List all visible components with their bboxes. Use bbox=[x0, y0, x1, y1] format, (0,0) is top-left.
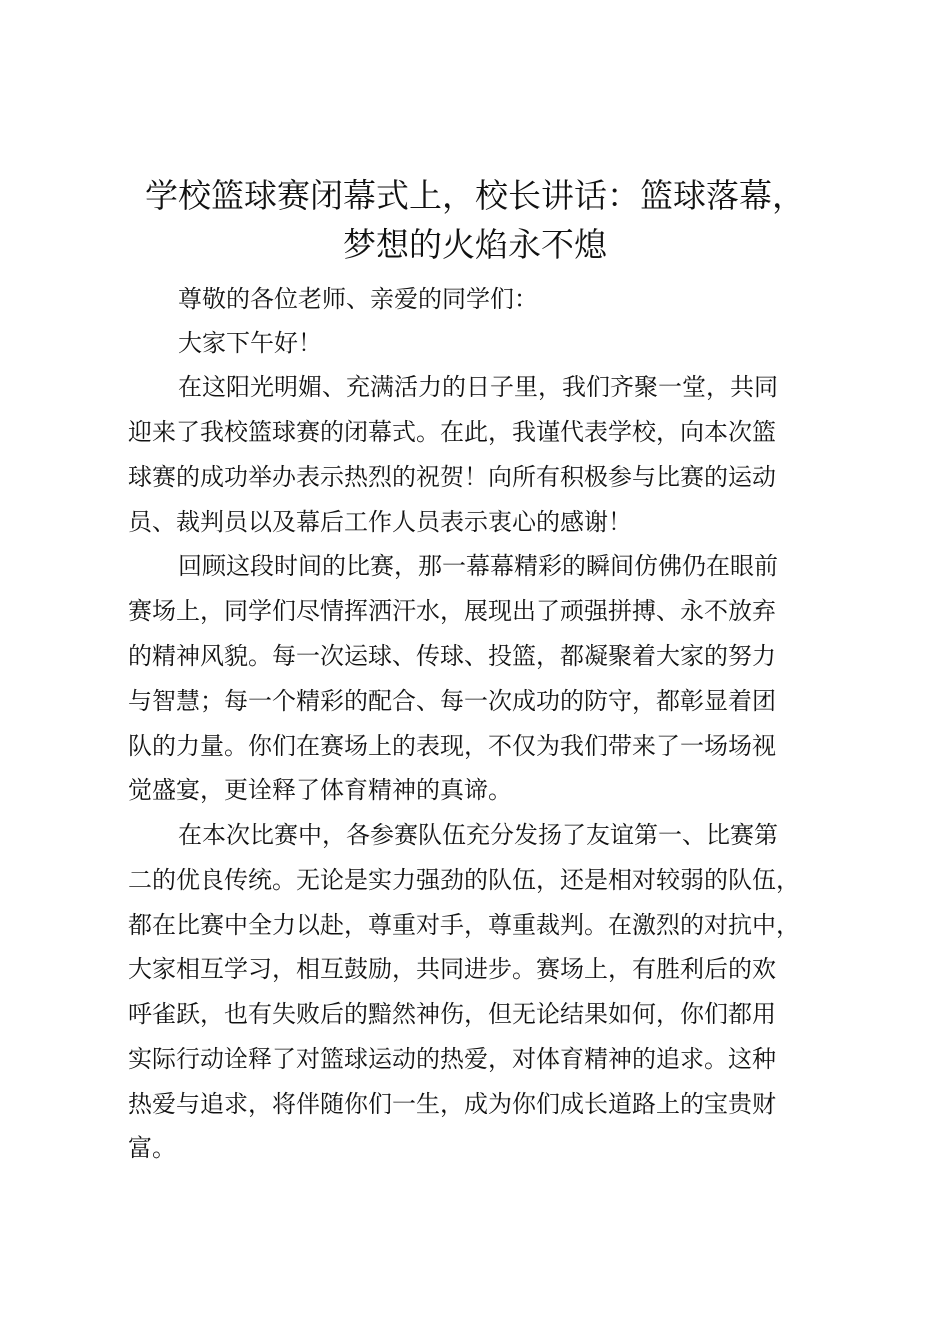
paragraph-2-line: 觉盛宴，更诠释了体育精神的真谛。 bbox=[128, 776, 512, 804]
paragraph-3-line: 在本次比赛中，各参赛队伍充分发扬了友谊第一、比赛第 bbox=[178, 821, 778, 849]
paragraph-2-line: 回顾这段时间的比赛，那一幕幕精彩的瞬间仿佛仍在眼前 bbox=[178, 552, 778, 580]
paragraph-2-line: 的精神风貌。每一次运球、传球、投篮，都凝聚着大家的努力 bbox=[128, 642, 776, 670]
paragraph-2-line: 队的力量。你们在赛场上的表现，不仅为我们带来了一场场视 bbox=[128, 732, 776, 760]
paragraph-1-line: 在这阳光明媚、充满活力的日子里，我们齐聚一堂，共同 bbox=[178, 373, 778, 401]
paragraph-3-line: 热爱与追求，将伴随你们一生，成为你们成长道路上的宝贵财 bbox=[128, 1090, 776, 1118]
paragraph-3-line: 二的优良传统。无论是实力强劲的队伍，还是相对较弱的队伍， bbox=[128, 866, 800, 894]
document-title-line-1: 学校篮球赛闭幕式上，校长讲话：篮球落幕， bbox=[145, 176, 805, 215]
paragraph-3-line: 都在比赛中全力以赴，尊重对手，尊重裁判。在激烈的对抗中， bbox=[128, 911, 800, 939]
paragraph-1-line: 员、裁判员以及幕后工作人员表示衷心的感谢！ bbox=[128, 508, 632, 536]
paragraph-2-line: 赛场上，同学们尽情挥洒汗水，展现出了顽强拼搏、永不放弃 bbox=[128, 597, 776, 625]
greeting: 大家下午好！ bbox=[178, 329, 322, 357]
document-title-line-2: 梦想的火焰永不熄 bbox=[343, 225, 607, 264]
paragraph-3-line: 富。 bbox=[128, 1134, 176, 1162]
salutation: 尊敬的各位老师、亲爱的同学们： bbox=[178, 285, 538, 313]
paragraph-1-line: 迎来了我校篮球赛的闭幕式。在此，我谨代表学校，向本次篮 bbox=[128, 418, 776, 446]
paragraph-1-line: 球赛的成功举办表示热烈的祝贺！向所有积极参与比赛的运动 bbox=[128, 463, 776, 491]
paragraph-2-line: 与智慧；每一个精彩的配合、每一次成功的防守，都彰显着团 bbox=[128, 687, 776, 715]
paragraph-3-line: 实际行动诠释了对篮球运动的热爱，对体育精神的追求。这种 bbox=[128, 1045, 776, 1073]
paragraph-3-line: 大家相互学习，相互鼓励，共同进步。赛场上，有胜利后的欢 bbox=[128, 955, 776, 983]
paragraph-3-line: 呼雀跃，也有失败后的黯然神伤，但无论结果如何，你们都用 bbox=[128, 1000, 776, 1028]
